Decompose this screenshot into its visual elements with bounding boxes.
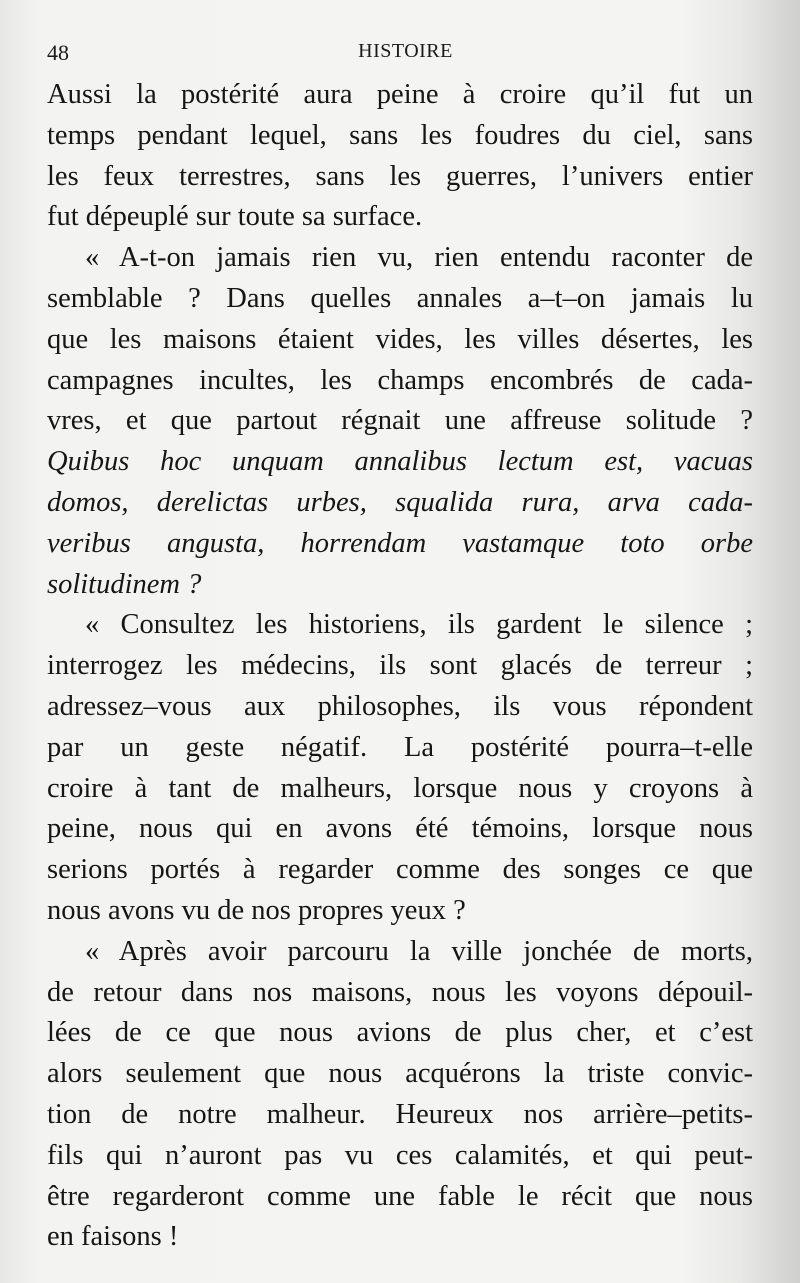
text-line: nous avons vu de nos propres yeux ? — [47, 894, 466, 926]
text-line: serions portés à regarder comme des songes ce que — [47, 854, 753, 886]
page-number: 48 — [47, 40, 69, 65]
page-header — [47, 40, 752, 70]
latin-quote-line: veribus angusta, horrendam vastamque toto orbe — [47, 527, 753, 559]
latin-quote-line: solitudinem ? — [47, 568, 202, 600]
text-line: lées de ce que nous avions de plus cher, et c’est — [47, 1017, 753, 1049]
text-line: les feux terrestres, sans les guerres, l’univers entier — [47, 160, 753, 192]
text-line: que les maisons étaient vides, les villes désertes, les — [47, 323, 753, 355]
text-line: alors seulement que nous acquérons la triste convic- — [47, 1058, 753, 1090]
text-line: Aussi la postérité aura peine à croire qu’il fut un — [47, 79, 753, 110]
text-line: semblable ? Dans quelles annales a–t–on jamais lu — [47, 282, 753, 314]
body-text — [47, 75, 753, 1258]
latin-quote-line: domos, derelictas urbes, squalida rura, arva cada- — [47, 486, 753, 518]
text-line: vres, et que partout régnait une affreuse solitude ? — [47, 405, 753, 437]
text-line: « Après avoir parcouru la ville jonchée de morts, — [85, 935, 753, 967]
text-line: de retour dans nos maisons, nous les voyons dépouil- — [47, 976, 753, 1008]
latin-quote-line: Quibus hoc unquam annalibus lectum est, vacuas — [47, 446, 753, 478]
text-line: interrogez les médecins, ils sont glacés de terreur ; — [47, 650, 753, 682]
text-line: être regarderont comme une fable le récit que nous — [47, 1180, 753, 1212]
running-head: HISTOIRE — [358, 40, 453, 62]
text-line: campagnes incultes, les champs encombrés de cada- — [47, 364, 753, 396]
text-line: adressez–vous aux philosophes, ils vous répondent — [47, 690, 753, 722]
text-line: fut dépeuplé sur toute sa surface. — [47, 201, 423, 233]
text-line: « Consultez les historiens, ils gardent le silence ; — [85, 609, 753, 641]
text-line: tion de notre malheur. Heureux nos arrière–petits- — [47, 1098, 753, 1130]
text-line: fils qui n’auront pas vu ces calamités, et qui peut- — [47, 1139, 753, 1171]
text-line: en faisons ! — [47, 1221, 179, 1253]
text-line: peine, nous qui en avons été témoins, lorsque nous — [47, 813, 753, 845]
text-line: temps pendant lequel, sans les foudres du ciel, sans — [47, 119, 753, 151]
text-line: par un geste négatif. La postérité pourra–t-elle — [47, 731, 753, 763]
text-line: croire à tant de malheurs, lorsque nous y croyons à — [47, 772, 753, 804]
text-line: « A-t-on jamais rien vu, rien entendu raconter de — [85, 242, 753, 274]
